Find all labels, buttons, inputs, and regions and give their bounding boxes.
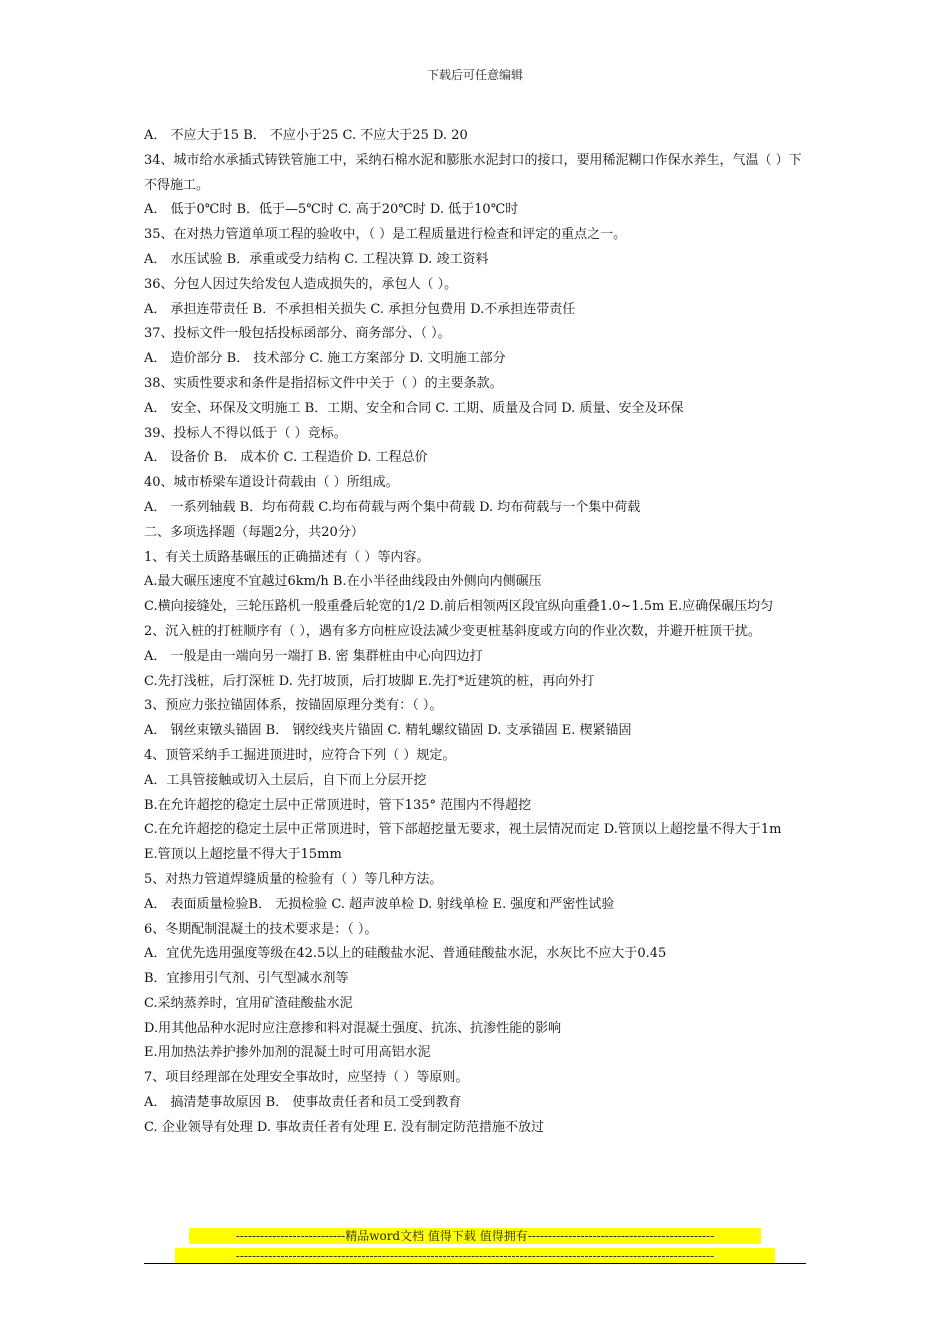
mc-options-1a: A.最大碾压速度不宜越过6km/h B.在小半径曲线段由外侧向内侧碾压 [144,574,542,590]
mc-options-4b: B.在允许超挖的稳定土层中正常顶进时，管下135° 范围内不得超挖 [144,797,532,813]
options-34: A． 低于0℃时 B．低于—5℃时 C. 高于20℃时 D. 低于10℃时 [144,202,519,218]
mc-question-4: 4、顶管采纳手工掘进顶进时，应符合下列（ ）规定。 [144,747,456,763]
section-heading: 二、多项选择题（每题2分，共20分） [144,524,364,540]
mc-question-2: 2、沉入桩的打桩顺序有（ ），遇有多方向桩应设法减少变更桩基斜度或方向的作业次数，并避开桩顶干扰。 [144,623,761,639]
mc-options-4e: E.管顶以上超挖量不得大于15mm [144,847,342,863]
page-header: 下载后可任意编辑 [426,68,523,82]
options-40: A． 一系列轴载 B．均布荷载 C.均布荷载与两个集中荷载 D. 均布荷载与一个集中荷载 [144,499,641,515]
question-36: 36、分包人因过失给发包人造成损失的，承包人（ ）。 [144,276,458,292]
page-footer [144,1228,806,1268]
options-36: A． 承担连带责任 B．不承担相关损失 C. 承担分包费用 D.不承担连带责任 [144,301,576,317]
mc-question-3: 3、预应力张拉锚固体系，按锚固原理分类有：（ ）。 [144,698,443,714]
options-38: A． 安全、环保及文明施工 B．工期、安全和合同 C. 工期、质量及合同 D. 质量、安全及环保 [144,400,684,416]
mc-question-6: 6、冬期配制混凝土的技术要求是：（ ）。 [144,921,378,937]
mc-question-7: 7、项目经理部在处理安全事故时，应坚持（ ）等原则。 [144,1070,469,1086]
question-34: 34、城市给水承插式铸铁管施工中，采纳石棉水泥和膨胀水泥封口的接口，要用稀泥糊口作保水养生，气温（ ）下不得施工。 [144,152,802,193]
mc-options-4c: C.在允许超挖的稳定土层中正常顶进时，管下部超挖量无要求，视土层情况而定 D.管顶以上超挖量不得大于1m [144,822,782,838]
mc-options-2b: C.先打浅桩，后打深桩 D. 先打坡顶，后打坡脚 E.先打*近建筑的桩，再向外打 [144,673,595,689]
options-37: A． 造价部分 B． 技术部分 C. 施工方案部分 D. 文明施工部分 [144,351,506,367]
mc-question-5: 5、对热力管道焊缝质量的检验有（ ）等几种方法。 [144,871,443,887]
mc-options-4a: A．工具管接触或切入土层后，自下而上分层开挖 [144,772,427,788]
mc-options-5: A． 表面质量检验B． 无损检验 C. 超声波单检 D. 射线单检 E. 强度和严密性试验 [144,896,615,912]
mc-question-1: 1、有关土质路基碾压的正确描述有（ ）等内容。 [144,549,430,565]
question-40: 40、城市桥梁车道设计荷载由（ ）所组成。 [144,475,399,491]
options-39: A． 设备价 B． 成本价 C. 工程造价 D. 工程总价 [144,450,428,466]
mc-options-6e: E.用加热法养护掺外加剂的混凝土时可用高铝水泥 [144,1045,431,1061]
question-38: 38、实质性要求和条件是指招标文件中关于（ ）的主要条款。 [144,375,503,391]
mc-options-3: A． 钢丝束镦头锚固 B． 钢绞线夹片锚固 C. 精轧螺纹锚固 D. 支承锚固 E. 楔紧锚固 [144,723,632,739]
footer-rule [144,1263,806,1264]
mc-options-6d: D.用其他品种水泥时应注意掺和料对混凝土强度、抗冻、抗渗性能的影响 [144,1020,562,1036]
footer-banner-line-2: ---------------------------------------------------------------------------------------------------------------------- [175,1248,775,1264]
text-line: A． 不应大于15 B． 不应小于25 C. 不应大于25 D. 20 [144,128,468,143]
mc-options-7a: A． 搞清楚事故原因 B． 使事故责任者和员工受到教育 [144,1095,462,1111]
mc-options-2a: A． 一般是由一端向另一端打 B. 密 集群桩由中心向四边打 [144,648,483,664]
options-35: A． 水压试验 B．承重或受力结构 C. 工程决算 D. 竣工资料 [144,251,489,267]
question-39: 39、投标人不得以低于（ ）竞标。 [144,425,347,441]
mc-options-7b: C. 企业领导有处理 D. 事故责任者有处理 E. 没有制定防范措施不放过 [144,1119,544,1135]
document-body [144,124,810,1141]
mc-options-6a: A．宜优先选用强度等级在42.5以上的硅酸盐水泥、普通硅酸盐水泥，水灰比不应大于0.45 [144,946,667,962]
mc-options-6c: C.采纳蒸养时，宜用矿渣硅酸盐水泥 [144,995,353,1011]
mc-options-1b: C.横向接缝处，三轮压路机一般重叠后轮宽的1/2 D.前后相领两区段宜纵向重叠1.0~1.5m E.应确保碾压均匀 [144,599,774,615]
footer-banner-line-1: ---------------------------精品word文档 值得下载 值得拥有---------------------------------------------- [189,1228,761,1244]
question-37: 37、投标文件一般包括投标函部分、商务部分、（ ）。 [144,326,451,342]
mc-options-6b: B．宜掺用引气剂、引气型减水剂等 [144,971,349,987]
question-35: 35、在对热力管道单项工程的验收中，（ ）是工程质量进行检查和评定的重点之一。 [144,227,627,243]
